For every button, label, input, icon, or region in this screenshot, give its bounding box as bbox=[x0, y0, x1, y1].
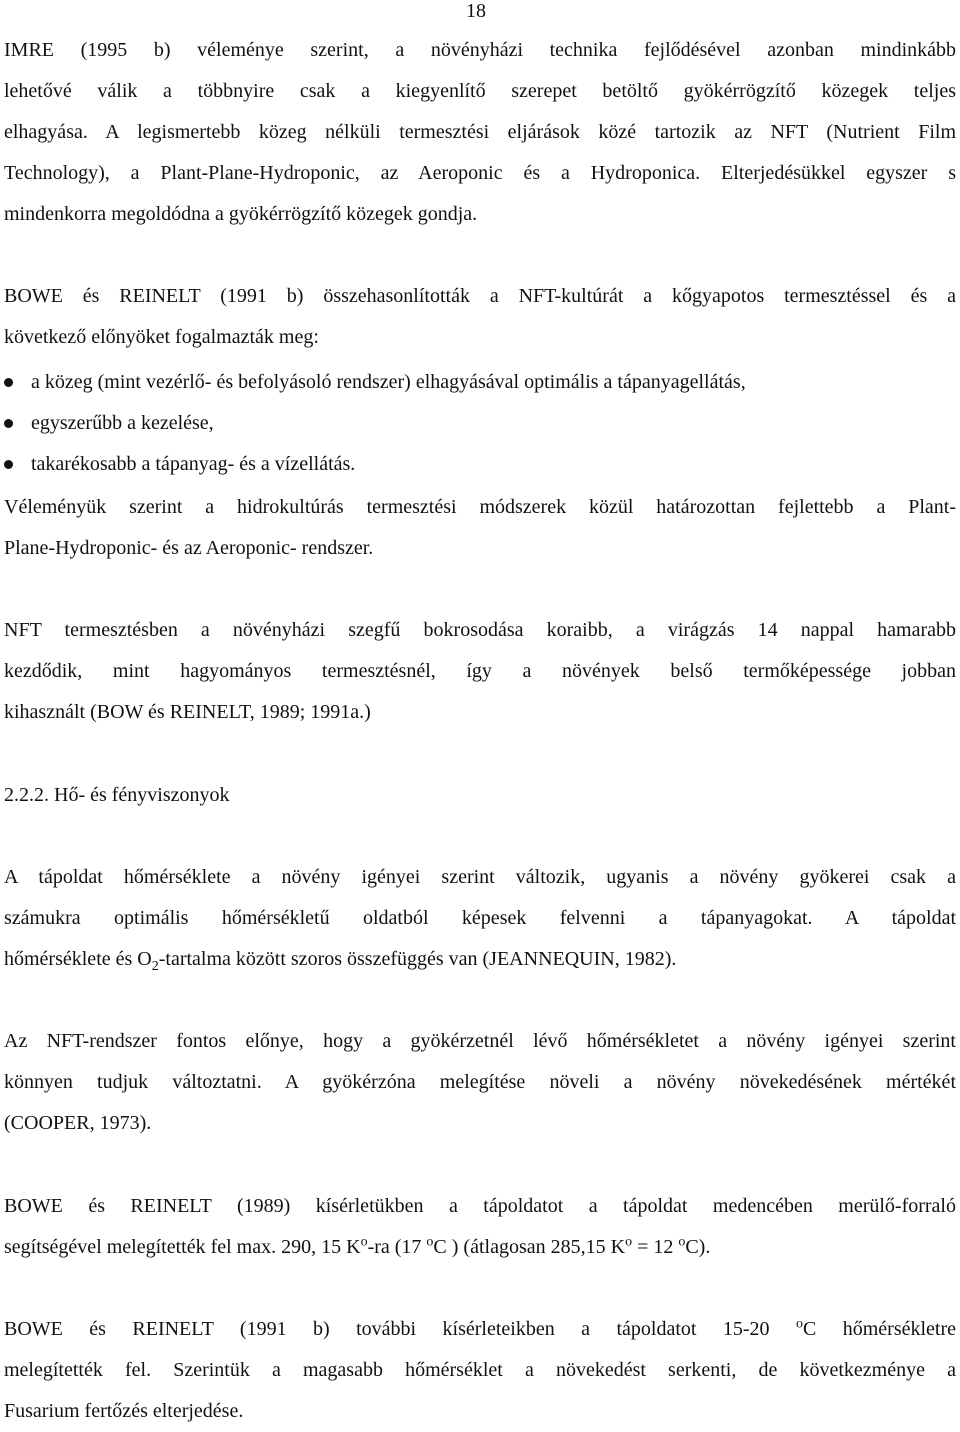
bullet-icon bbox=[4, 460, 13, 469]
paragraph-solution-temperature bbox=[4, 857, 956, 980]
section-heading: 2.2.2. Hő- és fényviszonyok bbox=[4, 784, 230, 806]
text-line: hőmérséklete és $O_2$-tartalma között szoros összefüggés van (JEANNEQUIN, 1982). bbox=[4, 948, 677, 974]
text-line: BOWE és REINELT (1991 b) összehasonlították a NFT-kultúrát a kőgyapotos termesztéssel és a bbox=[4, 285, 956, 307]
text-line: Plane-Hydroponic- és az Aeroponic- rendszer. bbox=[4, 537, 374, 559]
text-line: NFT termesztésben a növényházi szegfű bokrosodása koraibb, a virágzás 14 nappal hamarabb bbox=[4, 619, 956, 641]
paragraph-imre bbox=[4, 30, 956, 235]
text-line: lehetővé válik a többnyire csak a kiegyenlítő szerepet betöltő gyökérrögzítő közegek teljes bbox=[4, 80, 956, 102]
paragraph-bowe-1991b bbox=[4, 1309, 956, 1432]
text-line: melegítették fel. Szerintük a magasabb hőmérséklet a növekedést serkenti, de következménye a bbox=[4, 1359, 956, 1381]
text-line: BOWE és REINELT (1991 b) további kísérleteikben a tápoldatot 15-20 $^o$C hőmérsékletre bbox=[4, 1316, 957, 1340]
text-line: mindenkorra megoldódna a gyökérrögzítő közegek gondja. bbox=[4, 203, 478, 225]
text-line: A tápoldat hőmérséklete a növény igényei szerint változik, ugyanis a növény gyökerei csak a bbox=[4, 866, 956, 888]
paragraph-nft-carnation bbox=[4, 610, 956, 733]
text-line: segítségével melegítették fel max. 290, 15 $K^o-ra$ (17 $^o$C ) (átlagosan 285,15 $K^o = 12$ $^o$C). bbox=[4, 1234, 711, 1258]
bullet-icon bbox=[4, 419, 13, 428]
text-line: Véleményük szerint a hidrokultúrás termesztési módszerek közül határozottan fejlettebb a Plant- bbox=[4, 496, 956, 518]
bullet-icon bbox=[4, 378, 13, 387]
paragraph-nft-advantage bbox=[4, 1021, 956, 1144]
list-item: takarékosabb a tápanyag- és a vízellátás. bbox=[4, 444, 956, 485]
text-line: Technology), a Plant-Plane-Hydroponic, az Aeroponic és a Hydroponica. Elterjedésükkel egyszer s bbox=[4, 162, 956, 184]
text-line: (COOPER, 1973). bbox=[4, 1112, 152, 1134]
text-line: könnyen tudjuk változtatni. A gyökérzóna melegítése növeli a növény növekedésének mértékét bbox=[4, 1071, 956, 1093]
text-line: következő előnyöket fogalmazták meg: bbox=[4, 326, 319, 348]
text-line: elhagyása. A legismertebb közeg nélküli termesztési eljárások közé tartozik az NFT (Nutrient Film bbox=[4, 121, 956, 143]
list-item: a közeg (mint vezérlő- és befolyásoló rendszer) elhagyásával optimális a tápanyagellátás, bbox=[4, 362, 956, 403]
text-line: IMRE (1995 b) véleménye szerint, a növényházi technika fejlődésével azonban mindinkább bbox=[4, 39, 956, 61]
text-line: Fusarium fertőzés elterjedése. bbox=[4, 1400, 244, 1422]
paragraph-bowe-1989 bbox=[4, 1186, 956, 1268]
advantages-list bbox=[4, 362, 956, 485]
text-line: BOWE és REINELT (1989) kísérletükben a tápoldatot a tápoldat medencében merülő-forraló bbox=[4, 1195, 956, 1217]
paragraph-opinion bbox=[4, 487, 956, 569]
text-line: számukra optimális hőmérsékletű oldatból képesek felvenni a tápanyagokat. A tápoldat bbox=[4, 907, 956, 929]
text-line: kezdődik, mint hagyományos termesztésnél, így a növények belső termőképessége jobban bbox=[4, 660, 956, 682]
text-line: Az NFT-rendszer fontos előnye, hogy a gyökérzetnél lévő hőmérsékletet a növény igényei szerint bbox=[4, 1030, 956, 1052]
text-line: kihasznált (BOW és REINELT, 1989; 1991a.) bbox=[4, 701, 371, 723]
page-number: 18 bbox=[466, 0, 486, 22]
paragraph-bowe-1991-intro bbox=[4, 276, 956, 358]
list-item: egyszerűbb a kezelése, bbox=[4, 403, 956, 444]
